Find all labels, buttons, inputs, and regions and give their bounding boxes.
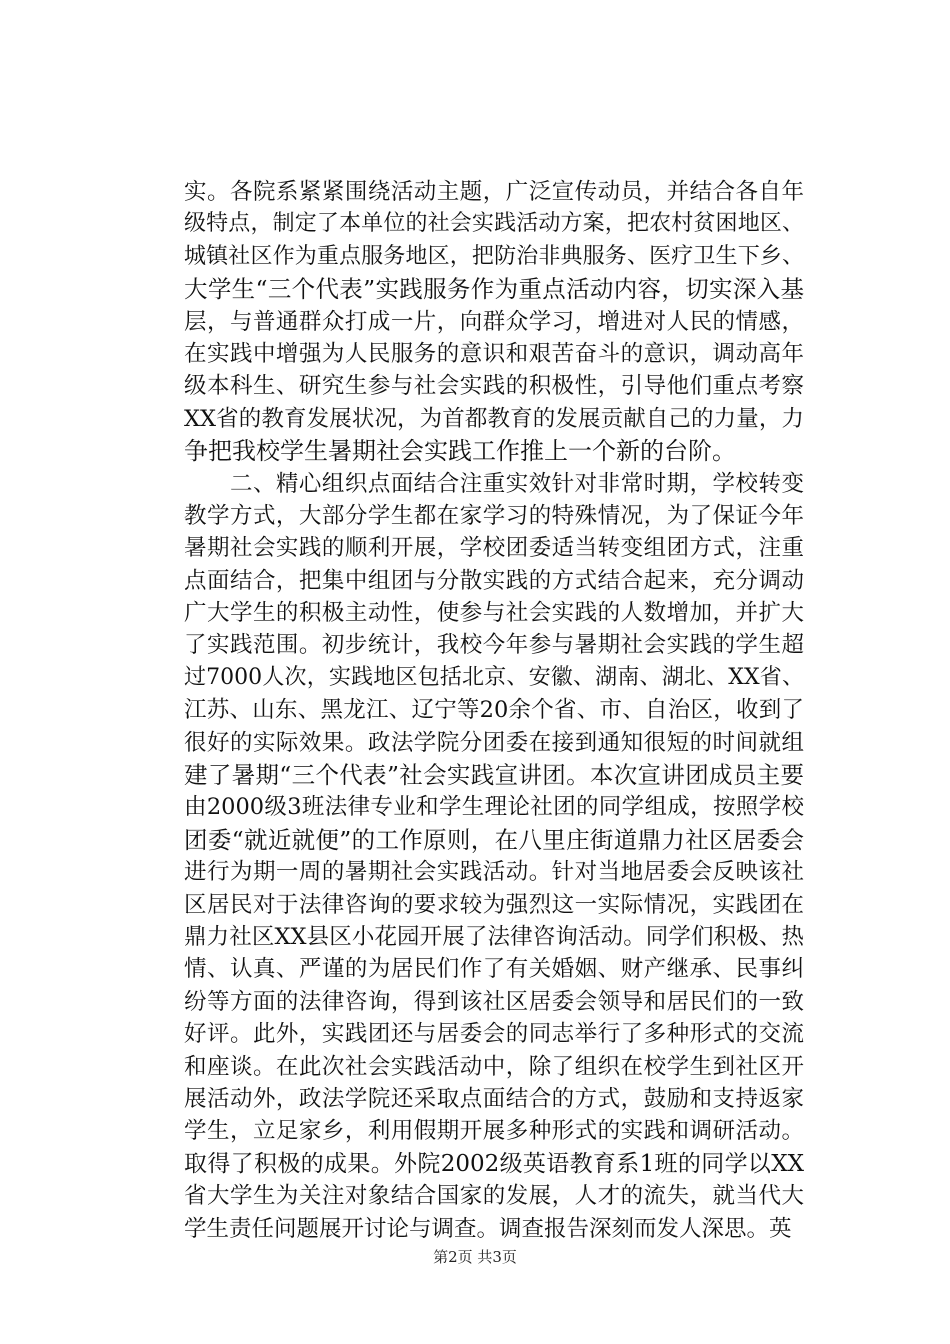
text-line: 鼎力社区XX县区小花园开展了法律咨询活动。同学们积极、热 [184,923,804,950]
text-line: 很好的实际效果。政法学院分团委在接到通知很短的时间就组 [184,729,804,756]
text-line: 好评。此外，实践团还与居委会的同志举行了多种形式的交流 [184,1021,804,1048]
text-line: 江苏、山东、黑龙江、辽宁等20余个省、市、自治区，收到了 [184,697,804,724]
text-line: 二、精心组织点面结合注重实效针对非常时期，学校转变 [184,470,804,497]
text-line: 和座谈。在此次社会实践活动中，除了组织在校学生到社区开 [184,1053,804,1080]
text-line: 教学方式，大部分学生都在家学习的特殊情况，为了保证今年 [184,502,804,529]
text-line: 级特点，制定了本单位的社会实践活动方案，把农村贫困地区、 [184,211,804,237]
text-line: 城镇社区作为重点服务地区，把防治非典服务、医疗卫生下乡、 [184,243,804,269]
text-line: 由2000级3班法律专业和学生理论社团的同学组成，按照学校 [184,794,804,821]
text-line: 取得了积极的成果。外院2002级英语教育系1班的同学以XX [184,1150,804,1177]
text-line: 层，与普通群众打成一片，向群众学习，增进对人民的情感， [184,308,804,335]
text-line: 争把我校学生暑期社会实践工作推上一个新的台阶。 [184,437,736,466]
text-line: 学生，立足家乡，利用假期开展多种形式的实践和调研活动。 [184,1118,804,1145]
text-line: 暑期社会实践的顺利开展，学校团委适当转变组团方式，注重 [184,535,804,562]
text-line: 展活动外，政法学院还采取点面结合的方式，鼓励和支持返家 [184,1085,804,1112]
text-line: 在实践中增强为人民服务的意识和艰苦奋斗的意识，调动高年 [184,340,804,367]
text-line: 点面结合，把集中组团与分散实践的方式结合起来，充分调动 [184,567,804,594]
text-line: 级本科生、研究生参与社会实践的积极性，引导他们重点考察 [184,373,804,400]
text-line: 建了暑期“三个代表”社会实践宣讲团。本次宣讲团成员主要 [184,761,804,790]
text-line: 过7000人次，实践地区包括北京、安徽、湖南、湖北、XX省、 [184,664,804,690]
text-line: 进行为期一周的暑期社会实践活动。针对当地居委会反映该社 [184,859,804,886]
text-line: 纷等方面的法律咨询，得到该社区居委会领导和居民们的一致 [184,988,804,1015]
page-footer: 第2页 共3页 [433,1248,517,1266]
text-line: 广大学生的积极主动性，使参与社会实践的人数增加，并扩大 [184,600,804,627]
text-line: 大学生“三个代表”实践服务作为重点活动内容，切实深入基 [184,275,804,304]
body-text [184,176,804,1245]
text-line: 省大学生为关注对象结合国家的发展，人才的流失，就当代大 [184,1183,804,1210]
text-line: 区居民对于法律咨询的要求较为强烈这一实际情况，实践团在 [184,891,804,918]
text-line: XX省的教育发展状况，为首都教育的发展贡献自己的力量，力 [184,405,804,432]
text-line: 团委“就近就便”的工作原则，在八里庄街道鼎力社区居委会 [184,825,804,854]
text-line: 学生责任问题展开讨论与调查。调查报告深刻而发人深思。英 [184,1215,792,1242]
text-line: 情、认真、严谨的为居民们作了有关婚姻、财产继承、民事纠 [184,956,804,983]
text-line: 了实践范围。初步统计，我校今年参与暑期社会实践的学生超 [184,632,804,659]
text-line: 实。各院系紧紧围绕活动主题，广泛宣传动员，并结合各自年 [184,179,804,205]
